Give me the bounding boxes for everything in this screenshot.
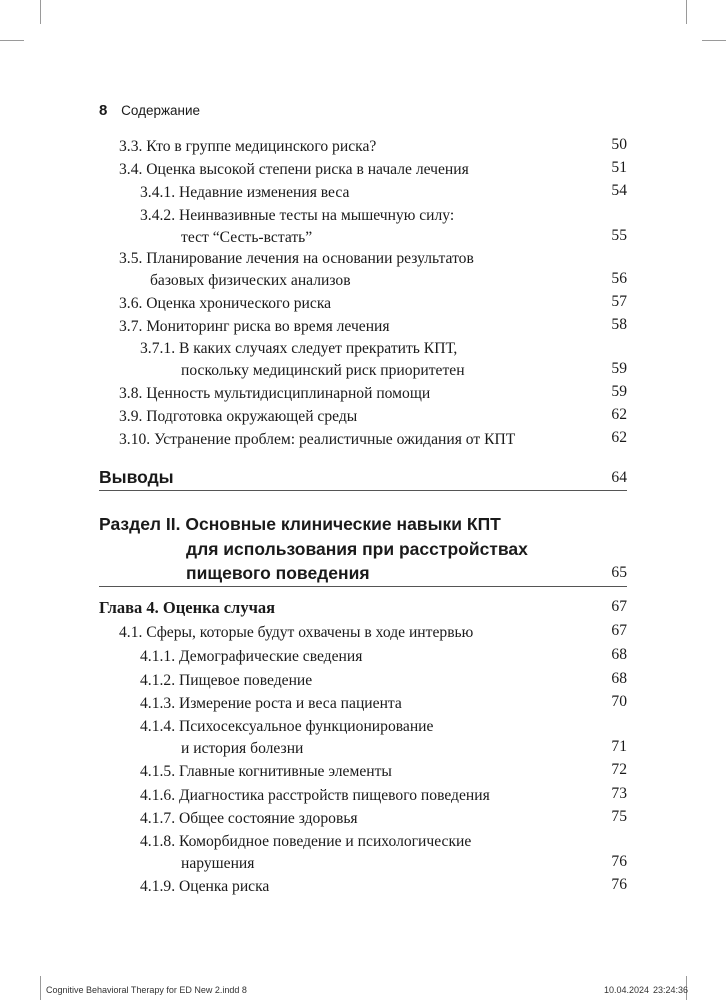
part-heading-cont: пищевого поведения [186, 563, 370, 583]
toc-entry-title: 4.1.1. Демографические сведения [140, 648, 363, 665]
part-heading[interactable]: Раздел II. Основные клинические навыки КПТ [99, 514, 501, 534]
toc-entry-title: 3.10. Устранение проблем: реалистичные ожидания от КПТ [119, 431, 516, 448]
conclusions-page: 64 [611, 469, 627, 486]
toc-entry-page: 56 [611, 270, 627, 287]
toc-entry-title: 3.9. Подготовка окружающей среды [119, 408, 358, 425]
crop-mark [686, 0, 687, 24]
toc-entry-title-cont: поскольку медицинский риск приоритетен [181, 362, 465, 379]
toc-entry-title: 3.4.2. Неинвазивные тесты на мышечную силу: [140, 207, 455, 224]
toc-entry-page: 54 [611, 182, 627, 199]
toc-entry-title-cont: тест “Сесть-встать” [181, 229, 313, 246]
toc-entry-title: 4.1.4. Психосексуальное функционирование [140, 718, 434, 735]
toc-entry-page: 55 [611, 227, 627, 244]
crop-mark [40, 976, 41, 1000]
toc-entry-title: 3.4. Оценка высокой степени риска в начале лечения [119, 161, 469, 178]
toc-entry-page: 73 [611, 785, 627, 802]
toc-entry-title: 4.1.8. Коморбидное поведение и психологические [140, 833, 472, 850]
toc-entry-title: 3.4.1. Недавние изменения веса [140, 184, 350, 201]
toc-entry-page: 75 [611, 808, 627, 825]
toc-entry-title: 4.1.7. Общее состояние здоровья [140, 810, 358, 827]
toc-entry-title: 4.1.2. Пищевое поведение [140, 672, 313, 689]
toc-entry-title: 3.7.1. В каких случаях следует прекратить КПТ, [140, 340, 458, 357]
section-title: Содержание [121, 103, 201, 118]
toc-entry-page: 72 [611, 761, 627, 778]
toc-entry-page: 51 [611, 159, 627, 176]
divider-rule [99, 586, 627, 587]
toc-entry-page: 58 [611, 316, 627, 333]
toc-entry-title-cont: нарушения [181, 855, 255, 872]
part-heading-cont: для использования при расстройствах [186, 539, 528, 559]
divider-rule [99, 490, 627, 491]
toc-entry-title: 4.1. Сферы, которые будут охвачены в ходе интервью [119, 624, 474, 641]
toc-entry-title: 3.3. Кто в группе медицинского риска? [119, 138, 377, 155]
toc-entry-page: 59 [611, 360, 627, 377]
toc-entry-title: 4.1.6. Диагностика расстройств пищевого поведения [140, 787, 490, 804]
toc-entry-title: 3.5. Планирование лечения на основании результатов [119, 250, 474, 267]
crop-mark [0, 40, 24, 41]
toc-entry-page: 57 [611, 293, 627, 310]
toc-entry-title: 4.1.9. Оценка риска [140, 878, 270, 895]
crop-mark [702, 40, 726, 41]
toc-entry-title: 3.8. Ценность мультидисциплинарной помощи [119, 385, 431, 402]
toc-entry-page: 71 [611, 738, 627, 755]
toc-entry-title: 3.6. Оценка хронического риска [119, 295, 332, 312]
toc-entry-title: 3.7. Мониторинг риска во время лечения [119, 318, 390, 335]
print-slug-date: 10.04.2024 [604, 985, 650, 995]
print-slug-time: 23:24:36 [653, 985, 689, 995]
toc-entry-page: 70 [611, 693, 627, 710]
crop-mark [40, 0, 41, 24]
toc-entry-page: 67 [611, 622, 627, 639]
conclusions-heading[interactable]: Выводы [99, 467, 174, 487]
part-page: 65 [611, 564, 627, 581]
print-slug-file: Cognitive Behavioral Therapy for ED New 2.indd 8 [46, 985, 247, 995]
toc-entry-page: 76 [611, 853, 627, 870]
toc-entry-page: 62 [611, 406, 627, 423]
chapter-heading[interactable]: Глава 4. Оценка случая [99, 598, 276, 617]
toc-entry-title: 4.1.5. Главные когнитивные элементы [140, 763, 392, 780]
toc-entry-page: 68 [611, 646, 627, 663]
running-head [99, 102, 200, 119]
toc-entry-title-cont: базовых физических анализов [150, 272, 351, 289]
page-number: 8 [99, 102, 108, 119]
chapter-page: 67 [611, 598, 627, 615]
toc-entry-page: 76 [611, 876, 627, 893]
toc-entry-page: 59 [611, 383, 627, 400]
toc-entry-title: 4.1.3. Измерение роста и веса пациента [140, 695, 402, 712]
toc-entry-page: 50 [611, 136, 627, 153]
toc-entry-page: 62 [611, 429, 627, 446]
toc-entry-title-cont: и история болезни [181, 740, 304, 757]
toc-entry-page: 68 [611, 670, 627, 687]
